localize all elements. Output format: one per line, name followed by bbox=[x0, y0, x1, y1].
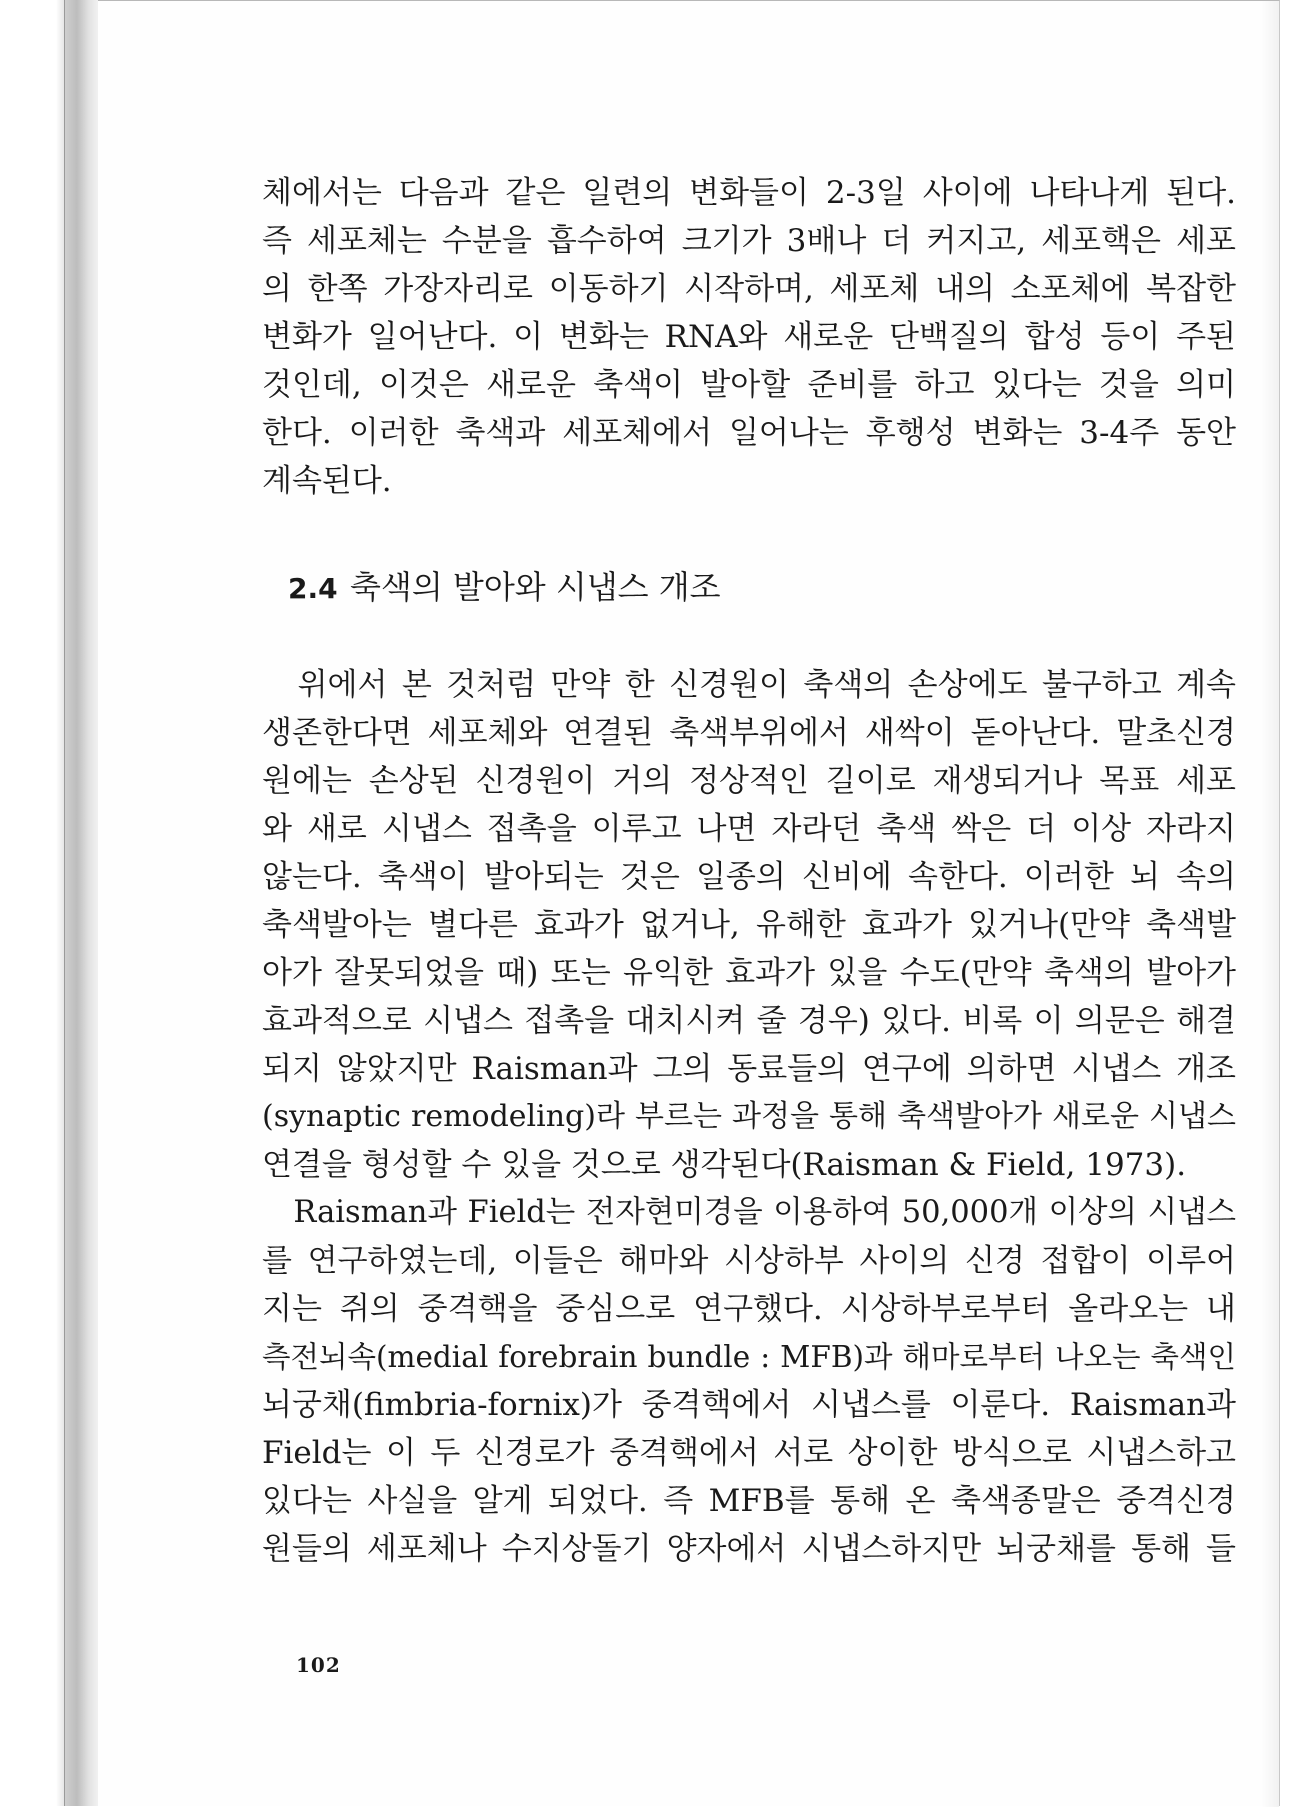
book-spine bbox=[64, 0, 99, 1806]
paragraph-1 bbox=[262, 169, 1236, 505]
text-line: 아가 잘못되었을 때) 또는 유익한 효과가 있을 수도(만약 축색의 발아가 bbox=[262, 955, 1236, 991]
text-line: 와 새로 시냅스 접촉을 이루고 나면 자라던 축색 싹은 더 이상 자라지 bbox=[262, 811, 1236, 847]
section-body bbox=[262, 661, 1236, 1573]
text-line: 지는 쥐의 중격핵을 중심으로 연구했다. 시상하부로부터 올라오는 내 bbox=[262, 1291, 1236, 1327]
text-line: 계속된다. bbox=[262, 463, 392, 499]
text-line: 연결을 형성할 수 있을 것으로 생각된다(Raisman & Field, 1973). bbox=[262, 1147, 1187, 1183]
text-line: 원에는 손상된 신경원이 거의 정상적인 길이로 재생되거나 목표 세포 bbox=[262, 763, 1236, 799]
text-line: 의 한쪽 가장자리로 이동하기 시작하며, 세포체 내의 소포체에 복잡한 bbox=[262, 271, 1236, 307]
text-line: 원들의 세포체나 수지상돌기 양자에서 시냅스하지만 뇌궁채를 통해 들 bbox=[262, 1531, 1236, 1567]
text-line: 측전뇌속(medial forebrain bundle : MFB)과 해마로부터 나오는 축색인 bbox=[262, 1340, 1236, 1374]
section-title: 축색의 발아와 시냅스 개조 bbox=[350, 568, 721, 606]
text-line: 변화가 일어난다. 이 변화는 RNA와 새로운 단백질의 합성 등이 주된 bbox=[262, 319, 1236, 355]
text-line: 생존한다면 세포체와 연결된 축색부위에서 새싹이 돋아난다. 말초신경 bbox=[262, 715, 1236, 751]
text-line: 있다는 사실을 알게 되었다. 즉 MFB를 통해 온 축색종말은 중격신경 bbox=[262, 1483, 1236, 1519]
section-heading bbox=[288, 563, 721, 613]
text-line: 위에서 본 것처럼 만약 한 신경원이 축색의 손상에도 불구하고 계속 bbox=[262, 667, 1236, 703]
text-line: 않는다. 축색이 발아되는 것은 일종의 신비에 속한다. 이러한 뇌 속의 bbox=[262, 859, 1236, 895]
text-line: 즉 세포체는 수분을 흡수하여 크기가 3배나 더 커지고, 세포핵은 세포 bbox=[262, 223, 1236, 259]
text-line: 를 연구하였는데, 이들은 해마와 시상하부 사이의 신경 접합이 이루어 bbox=[262, 1243, 1236, 1279]
text-line: 뇌궁채(fimbria-fornix)가 중격핵에서 시냅스를 이룬다. Raisman과 bbox=[262, 1387, 1236, 1423]
book-page bbox=[98, 0, 1280, 1806]
page-edge-shadow bbox=[1261, 1, 1279, 1807]
text-line: (synaptic remodeling)라 부르는 과정을 통해 축색발아가 새로운 시냅스 bbox=[262, 1099, 1236, 1134]
text-line: Field는 이 두 신경로가 중격핵에서 서로 상이한 방식으로 시냅스하고 bbox=[262, 1435, 1236, 1471]
text-line: 것인데, 이것은 새로운 축색이 발아할 준비를 하고 있다는 것을 의미 bbox=[262, 367, 1236, 403]
page-number: 102 bbox=[296, 1653, 341, 1677]
text-line: 한다. 이러한 축색과 세포체에서 일어나는 후행성 변화는 3-4주 동안 bbox=[262, 415, 1236, 451]
text-line: 되지 않았지만 Raisman과 그의 동료들의 연구에 의하면 시냅스 개조 bbox=[262, 1051, 1236, 1087]
text-line: Raisman과 Field는 전자현미경을 이용하여 50,000개 이상의 시냅스 bbox=[262, 1195, 1236, 1230]
text-line: 체에서는 다음과 같은 일련의 변화들이 2-3일 사이에 나타나게 된다. bbox=[262, 175, 1236, 211]
section-number: 2.4 bbox=[288, 572, 338, 605]
text-line: 축색발아는 별다른 효과가 없거나, 유해한 효과가 있거나(만약 축색발 bbox=[262, 907, 1236, 943]
text-line: 효과적으로 시냅스 접촉을 대치시켜 줄 경우) 있다. 비록 이 의문은 해결 bbox=[262, 1003, 1236, 1039]
